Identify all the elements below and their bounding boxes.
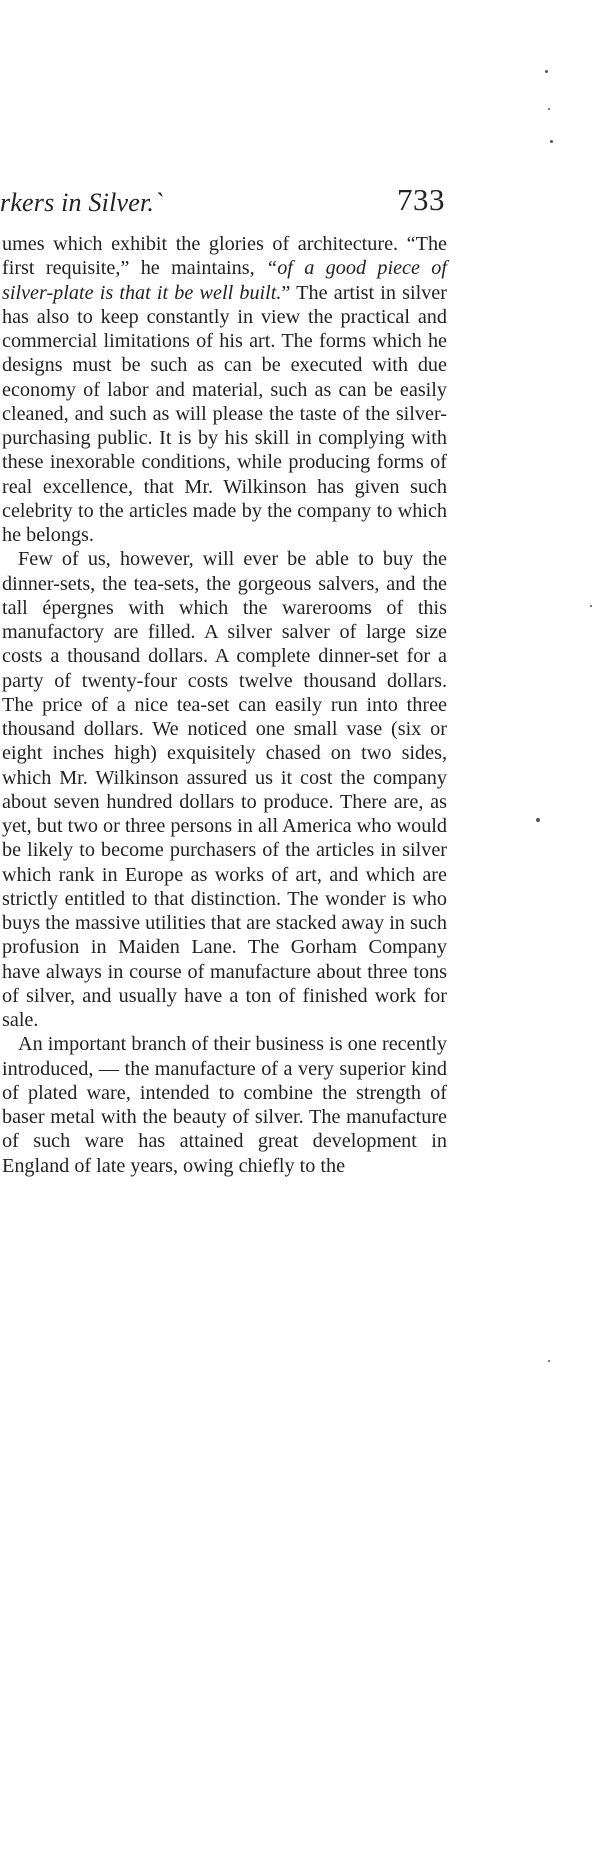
paragraph-1-text-b: ” The artist in silver has also to keep constantly in view the practical and commercial limitations of his art. The forms which he designs must be such as can be executed with due economy of labor and material, such as can be easily cleaned, and such as will please the taste of the silver-purchasing public. It is by his skill in complying with these inexorable conditions, while producing forms of real excellence, that Mr. Wilkinson has given such celebrity to the articles made by the company to which he belongs. [2, 281, 447, 546]
page-number: 733 [397, 182, 445, 217]
page-header [0, 182, 445, 222]
paragraph-3 [2, 1032, 447, 1178]
margin-speck [536, 818, 540, 822]
running-head: rkers in Silver.` [0, 188, 163, 217]
paragraph-1 [2, 232, 447, 547]
margin-speck [548, 108, 550, 110]
margin-speck [545, 70, 548, 73]
paragraph-2-text: Few of us, however, will ever be able to buy the dinner-sets, the tea-sets, the gorgeous salvers, and the tall épergnes with which the warerooms of this manufactory are filled. A silver salver of large size costs a thousand dollars. A complete dinner-set for a party of twenty-four costs twelve thousand dollars. The price of a nice tea-set can easily run into three thousand dollars. We noticed one small vase (six or eight inches high) exquisitely chased on two sides, which Mr. Wilkinson assured us it cost the company about seven hundred dollars to produce. There are, as yet, but two or three persons in all America who would be likely to become purchasers of the articles in silver which rank in Europe as works of art, and which are strictly entitled to that distinction. The wonder is who buys the massive utilities that are stacked away in such profusion in Maiden Lane. The Gorham Company have always in course of manufacture about three tons of silver, and usually have a ton of finished work for sale. [2, 548, 447, 1031]
paragraph-3-text: An important branch of their business is one recently introduced, — the manufacture of a very superior kind of plated ware, intended to combine the strength of baser metal with the beauty of silver. The manufacture of such ware has attained great development in England of late years, owing chiefly to the [2, 1033, 447, 1177]
article-body [2, 232, 447, 1178]
paragraph-2 [2, 547, 447, 1032]
margin-speck [548, 1360, 550, 1362]
margin-speck [590, 605, 592, 607]
paragraph-1-italic-well-built: well built. [199, 281, 282, 304]
paragraph-1-text-a: umes which exhibit the glories of architecture. “The first requisite,” he maintains, [2, 233, 447, 280]
paragraph-1-italic-quote: “of a good piece of silver-plate is that it be [2, 257, 447, 304]
margin-speck [550, 140, 553, 143]
